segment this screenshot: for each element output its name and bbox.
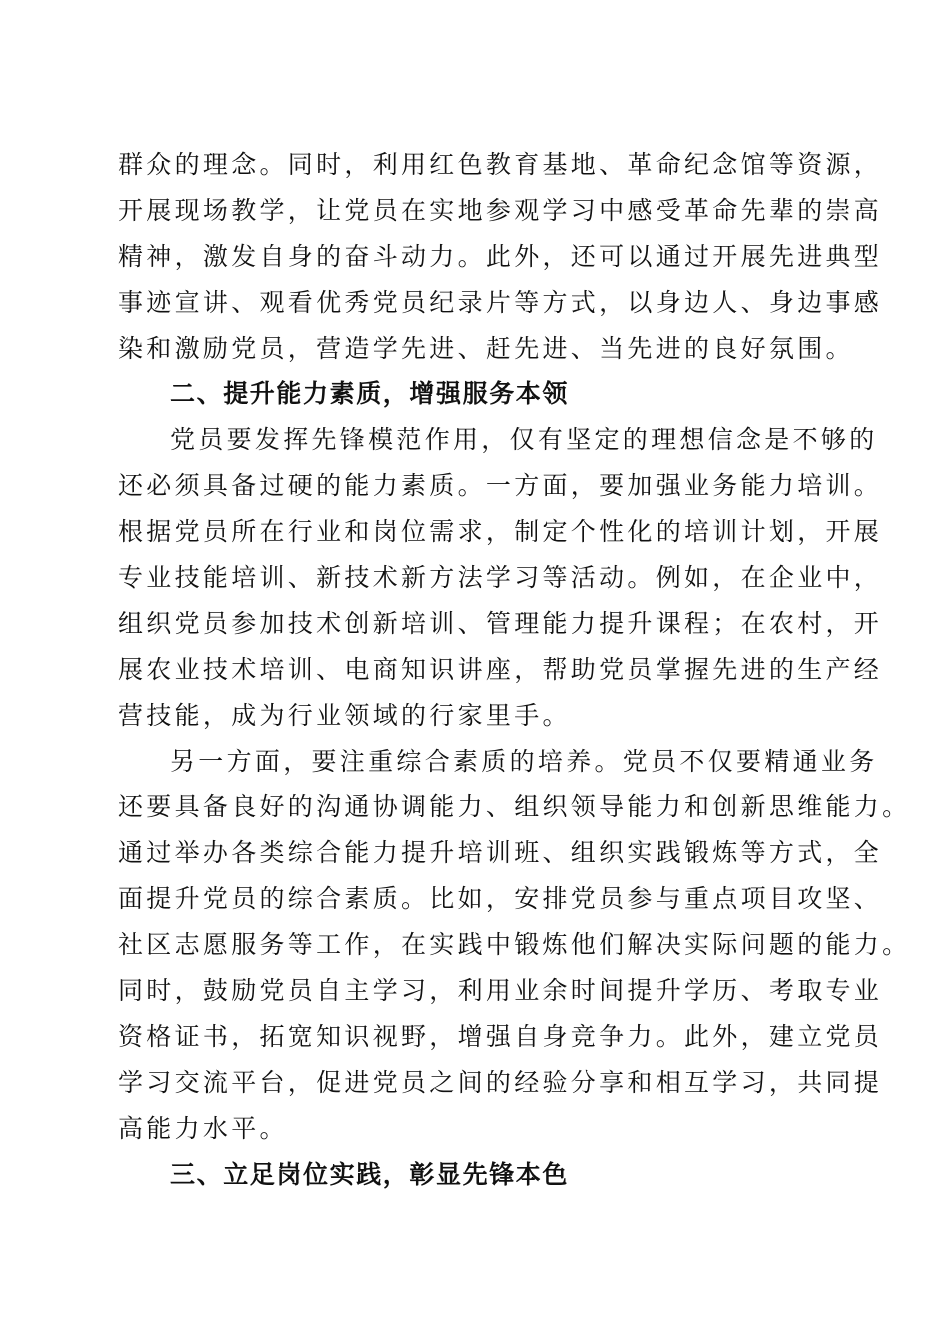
text-line: 资格证书，拓宽知识视野，增强自身竞争力。此外，建立党员 <box>118 1021 883 1051</box>
text-line: 同时，鼓励党员自主学习，利用业余时间提升学历、考取专业 <box>118 976 883 1006</box>
document-body <box>118 142 911 1197</box>
text-line: 另一方面，要注重综合素质的培养。党员不仅要精通业务 <box>170 746 878 776</box>
text-line: 高能力水平。 <box>118 1113 288 1143</box>
text-line: 根据党员所在行业和岗位需求，制定个性化的培训计划，开展 <box>118 517 883 547</box>
text-line: 党员要发挥先锋模范作用，仅有坚定的理想信念是不够的 <box>170 425 878 455</box>
paragraph-2a <box>118 417 883 738</box>
paragraph-2b <box>118 739 911 1152</box>
text-line: 面提升党员的综合素质。比如，安排党员参与重点项目攻坚、 <box>118 884 883 914</box>
text-line: 学习交流平台，促进党员之间的经验分享和相互学习，共同提 <box>118 1067 883 1097</box>
text-line: 通过举办各类综合能力提升培训班、组织实践锻炼等方式，全 <box>118 838 883 868</box>
continuation-paragraph <box>118 142 883 371</box>
section-heading-2: 二、提升能力素质，增强服务本领 <box>170 379 570 409</box>
text-line: 开展现场教学，让党员在实地参观学习中感受革命先辈的崇高 <box>118 195 883 225</box>
text-line: 还必须具备过硬的能力素质。一方面，要加强业务能力培训。 <box>118 471 883 501</box>
text-line: 精神，激发自身的奋斗动力。此外，还可以通过开展先进典型 <box>118 241 883 271</box>
text-line: 组织党员参加技术创新培训、管理能力提升课程；在农村，开 <box>118 608 883 638</box>
text-line: 社区志愿服务等工作，在实践中锻炼他们解决实际问题的能力。 <box>118 930 911 960</box>
section-heading-3: 三、立足岗位实践，彰显先锋本色 <box>170 1159 570 1189</box>
text-line: 营技能，成为行业领域的行家里手。 <box>118 700 571 730</box>
text-line: 专业技能培训、新技术新方法学习等活动。例如，在企业中， <box>118 563 883 593</box>
text-line: 事迹宣讲、观看优秀党员纪录片等方式，以身边人、身边事感 <box>118 287 883 317</box>
text-line: 染和激励党员，营造学先进、赶先进、当先进的良好氛围。 <box>118 333 854 363</box>
text-line: 展农业技术培训、电商知识讲座，帮助党员掌握先进的生产经 <box>118 654 883 684</box>
text-line: 还要具备良好的沟通协调能力、组织领导能力和创新思维能力。 <box>118 792 911 822</box>
text-line: 群众的理念。同时，利用红色教育基地、革命纪念馆等资源， <box>118 150 883 179</box>
